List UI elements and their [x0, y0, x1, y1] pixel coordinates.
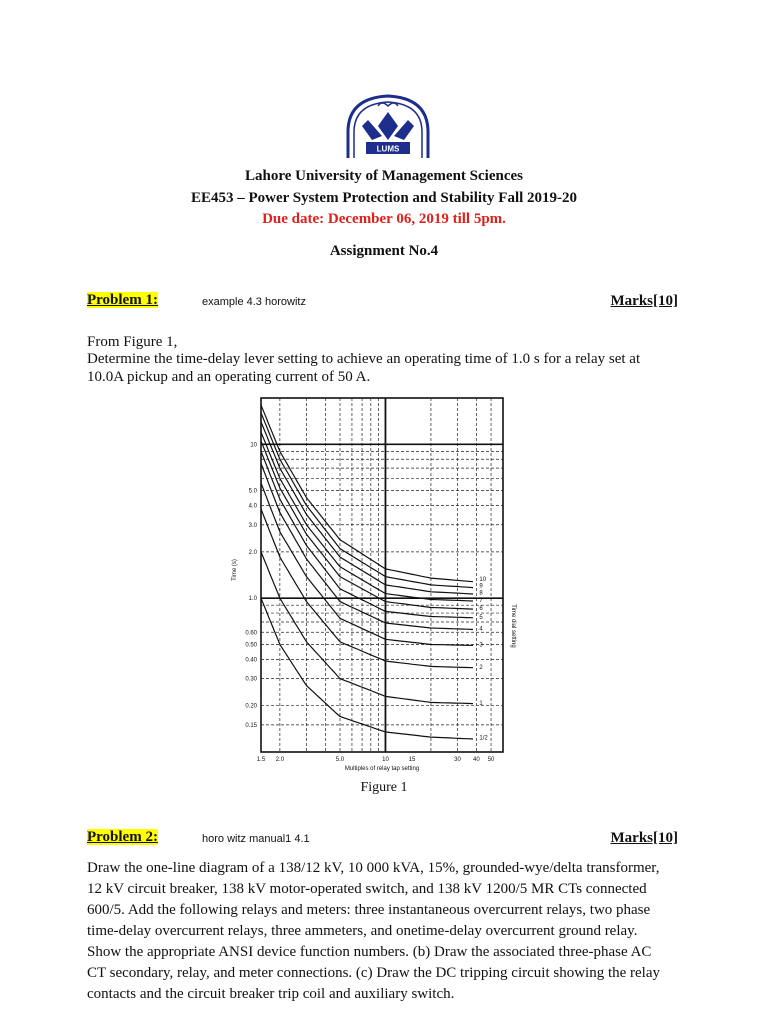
curve-label: 7: [479, 597, 483, 604]
problem-1-label: Problem 1:: [87, 292, 158, 308]
x-tick-label: 40: [473, 757, 480, 763]
figure-caption: Figure 1: [360, 780, 408, 795]
curve-label: 8: [479, 590, 483, 597]
curve-1: [261, 552, 473, 704]
problem-2-label: Problem 2:: [87, 829, 158, 845]
x-tick-label: 30: [454, 757, 461, 763]
problem-2-line: contacts and the circuit breaker trip coil and auxiliary switch.: [87, 986, 455, 1002]
curve-2: [261, 509, 473, 668]
curve-label: 6: [479, 605, 483, 612]
problem-2-body: [87, 858, 697, 1005]
x-tick-label: 10: [382, 757, 389, 763]
y-tick-label: 5.0: [248, 488, 257, 495]
problem-2-note: horo witz manual1 4.1: [202, 833, 310, 845]
y-tick-label: 0.15: [245, 722, 257, 729]
curve-label: 3: [479, 642, 483, 649]
x-tick-label: 5.0: [335, 757, 345, 763]
right-axis-label: Time dial setting: [510, 604, 516, 648]
y-tick-label: 0.50: [245, 642, 257, 649]
problem-2-line: 12 kV circuit breaker, 138 kV motor-operated switch, and 138 kV 1200/5 MR CTs connected: [87, 881, 647, 897]
curve-label: 4: [479, 626, 483, 633]
y-tick-label: 4.0: [248, 503, 257, 510]
chart-curves: [261, 405, 473, 739]
y-tick-label: 1.0: [248, 596, 257, 603]
assignment-title: Assignment No.4: [329, 243, 439, 259]
problem-1-line-1: From Figure 1,: [87, 334, 178, 350]
problem-1-note: example 4.3 horowitz: [202, 296, 306, 308]
x-tick-label: 50: [487, 757, 495, 763]
y-tick-label: 2.0: [248, 549, 257, 556]
curve-label: 1: [479, 700, 483, 707]
x-tick-labels: [257, 757, 495, 763]
curve-label: 2: [479, 664, 483, 671]
x-tick-label: 15: [408, 757, 416, 763]
y-tick-label: 3.0: [248, 522, 257, 529]
curve-7: [261, 432, 473, 601]
course-title: EE453 – Power System Protection and Stability Fall 2019-20: [190, 190, 578, 206]
problem-2-line: Show the appropriate ANSI device function numbers. (b) Draw the associated three-phase AC: [87, 944, 652, 960]
curve-label: 5: [479, 614, 483, 621]
x-tick-label: 1.5: [256, 757, 266, 763]
problem-2-line: CT secondary, relay, and meter connections. (c) Draw the DC tripping circuit showing the relay: [87, 965, 661, 981]
curve-label: 1/2: [479, 735, 488, 742]
curve-label: 10: [479, 577, 487, 584]
curve-8: [261, 422, 473, 594]
curve-10: [261, 405, 473, 582]
problem-1-line-2: Determine the time-delay lever setting to achieve an operating time of 1.0 s for a relay set at: [87, 351, 641, 367]
problem-1-marks: Marks[10]: [610, 293, 678, 309]
logo-text: LUMS: [376, 144, 400, 154]
y-tick-label: 0.40: [245, 657, 257, 664]
problem-2-marks: Marks[10]: [610, 830, 678, 846]
problem-2-line: time-delay overcurrent relays, three ammeters, and onetime-delay overcurrent ground relay.: [87, 923, 638, 939]
y-tick-label: 0.20: [245, 703, 257, 710]
curve-4: [261, 464, 473, 630]
x-tick-label: 2.0: [275, 757, 285, 763]
curve-3: [261, 483, 473, 645]
y-tick-label: 10: [250, 442, 257, 449]
lums-logo: [342, 92, 434, 160]
due-date: Due date: December 06, 2019 till 5pm.: [262, 211, 506, 227]
problem-2-line: 600/5. Add the following relays and meters: three instantaneous overcurrent relays, two phase: [87, 902, 651, 918]
y-tick-label: 0.60: [245, 630, 257, 637]
y-tick-label: 0.30: [245, 676, 257, 683]
y-axis-label: Time (s): [232, 559, 238, 581]
x-axis-label: Multiples of relay tap setting: [344, 766, 420, 772]
relay-curve-chart: [228, 390, 518, 775]
university-name: Lahore University of Management Sciences: [244, 168, 523, 184]
y-tick-labels: [245, 442, 257, 729]
problem-2-line: Draw the one-line diagram of a 138/12 kV, 10 000 kVA, 15%, grounded-wye/delta transformer,: [87, 860, 660, 876]
curve-label: 9: [479, 583, 483, 590]
problem-1-line-3: 10.0A pickup and an operating current of 50 A.: [87, 369, 371, 385]
